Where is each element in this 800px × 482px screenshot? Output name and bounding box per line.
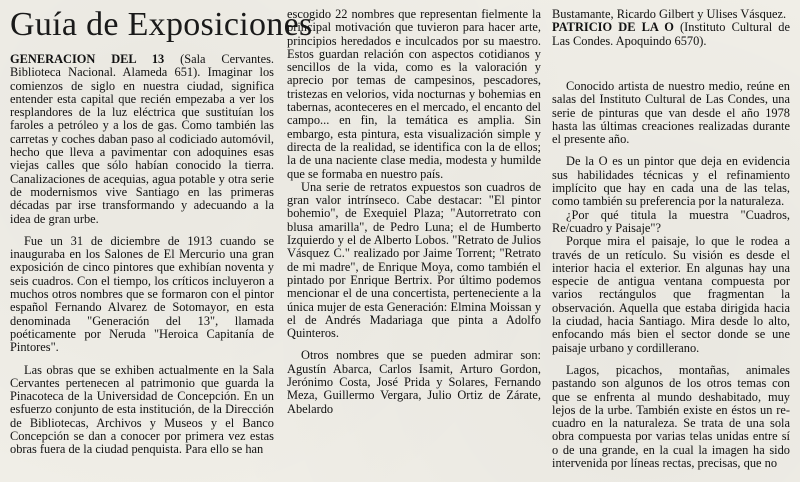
exhibition-heading-generacion-del-13: GENERACION DEL 13 [10,53,165,66]
paragraph-text: ¿Por qué titula la muestra "Cuadros, Re/cuadro y Paisaje"? [552,207,790,235]
article-column-2 [287,8,541,481]
paragraph-text: Porque mira el paisaje, lo que le rodea a través de un retículo. Su visión es desde el interior hacia el exterior. En algunas hay una especie de antigua ventana compuesta por varios rectángulos que fragmentan la observación. Aquella que estaba dirigida hacia la ciudad, hacia Santiago. Mira desde lo alto, enfocando más bien el sector donde se une paisaje urbano y cordillerano. [552,234,790,355]
paragraph-text: Lagos, picachos, montañas, animales pastando son algunos de los otros temas con que se enfrenta al mundo deshabitado, muy lejos de la urbe. También existe en éstos un re-cuadro en la naturaleza. Se trata de una sola obra compuesta por varias telas unidas entre sí o de una grande, en la cual la imagen ha sido intervenida por líneas rectas, precisas, que no [552,362,790,471]
paragraph-text: escogido 22 nombres que representan fielmente la principal motivación que tuvieron para hacer arte, principios heredados e inculcados por su maestro. Estos guardan relación con aspectos cotidianos y sencillos de la vida, como es la valoración y aprecio por temas de campesinos, pescadores, tristezas en velorios, vida nocturnas y bohemias en tabernas, aconteceres en el mercado, el encanto del campo... en fin, la temática es amplia. Sin embargo, esta pintura, esta visualización simple y directa de la realidad, se identifica con la de ellos; la de una naciente clase media, modesta y humilde que se formaba en nuestro país. [287,8,541,181]
article-column-3-top [552,8,790,80]
paragraph-patricio-de-la-o [552,21,790,48]
paragraph-generacion-del-13 [10,53,274,226]
exhibition-heading-patricio-de-la-o: PATRICIO DE LA O [552,20,674,35]
paragraph-text: Las obras que se exhiben actualmente en la Sala Cervantes pertenecen al patrimonio que guarda la Pinacoteca de la Universidad de Concepción. En un esfuerzo conjunto de esta institución, de la Dirección de Bibliotecas, Archivos y Museos y el Banco Concepción se dan a conocer por primera vez estas obras fuera de la ciudad penquista. Para ello se han [10,362,274,457]
paragraph-text: Otros nombres que se pueden admirar son: Agustín Abarca, Carlos Isamit, Arturo Gordon, Jerónimo Costa, José Prida y Solares, Fernando Meza, Guillermo Vergara, Julio Ortiz de Zárate, Abelardo [287,348,541,416]
article-column-1 [10,53,274,481]
paragraph-text: De la O es un pintor que deja en evidencia sus habilidades técnicas y el refinamiento implícito que hay en cada una de las telas, como también su preferencia por la naturaleza. [552,154,790,209]
page-title: Guía de Exposiciones [10,6,313,43]
paragraph-text: (Instituto Cultural de Las Condes. Apoquindo 6570). [552,20,790,48]
paragraph-text: (Sala Cervantes. Biblioteca Nacional. Alameda 651). Imaginar los comienzos de siglo en nuestra ciudad, significa entender esta capital que recién empezaba a ver los resplandores de la luz eléctrica que sustituían los faroles a petróleo y a los de gas. Como también las carretas y coches daban paso al codiciado automóvil, hecho que lleva a pavimentar con adoquines esas viejas calles que sólo habían conocido la tierra. Canalizaciones de acequias, agua potable y otra serie de modernismos vive Santiago en las primeras décadas par irse transformando y adecuando a la idea de gran urbe. [10,53,274,226]
paragraph-text: Una serie de retratos expuestos son cuadros de gran valor intrínseco. Cabe destacar: "El pintor bohemio", de Exequiel Plaza; "Autorretrato con blusa amarilla", de Pedro Luna; el de Humberto Izquierdo y el de Alberto Lobos. "Retrato de Julios Vásquez C." realizado por Jaime Torrent; "Retrato de mi madre", de Enrique Moya, como también el pintado por Enrique Bertrix. Por último podemos mencionar el de una concertista, perteneciente a la única mujer de esta Generación: Elmina Moissan y el de Andrés Madariaga que pinta a Adolfo Quinteros. [287,179,541,341]
paragraph-text: Bustamante, Ricardo Gilbert y Ulises Vásquez. [552,8,787,21]
article-column-3 [552,80,790,481]
paragraph-text: Conocido artista de nuestro medio, reúne en salas del Instituto Cultural de Las Condes, una serie de pinturas que van desde el año 1978 hasta las últimas creaciones realizadas durante el presente año. [552,80,790,147]
paragraph-text: Fue un 31 de diciembre de 1913 cuando se inauguraba en los Salones de El Mercurio una gran exposición de cinco pintores que exhibían noventa y seis cuadros. Con el tiempo, los críticos incluyeron a muchos otros nombres que se formaron con el pintor español Fernando Alvarez de Sotomayor, en esta denominada "Generación del 13", llamada poéticamente por Neruda "Heroica Capitanía de Pintores". [10,233,274,355]
